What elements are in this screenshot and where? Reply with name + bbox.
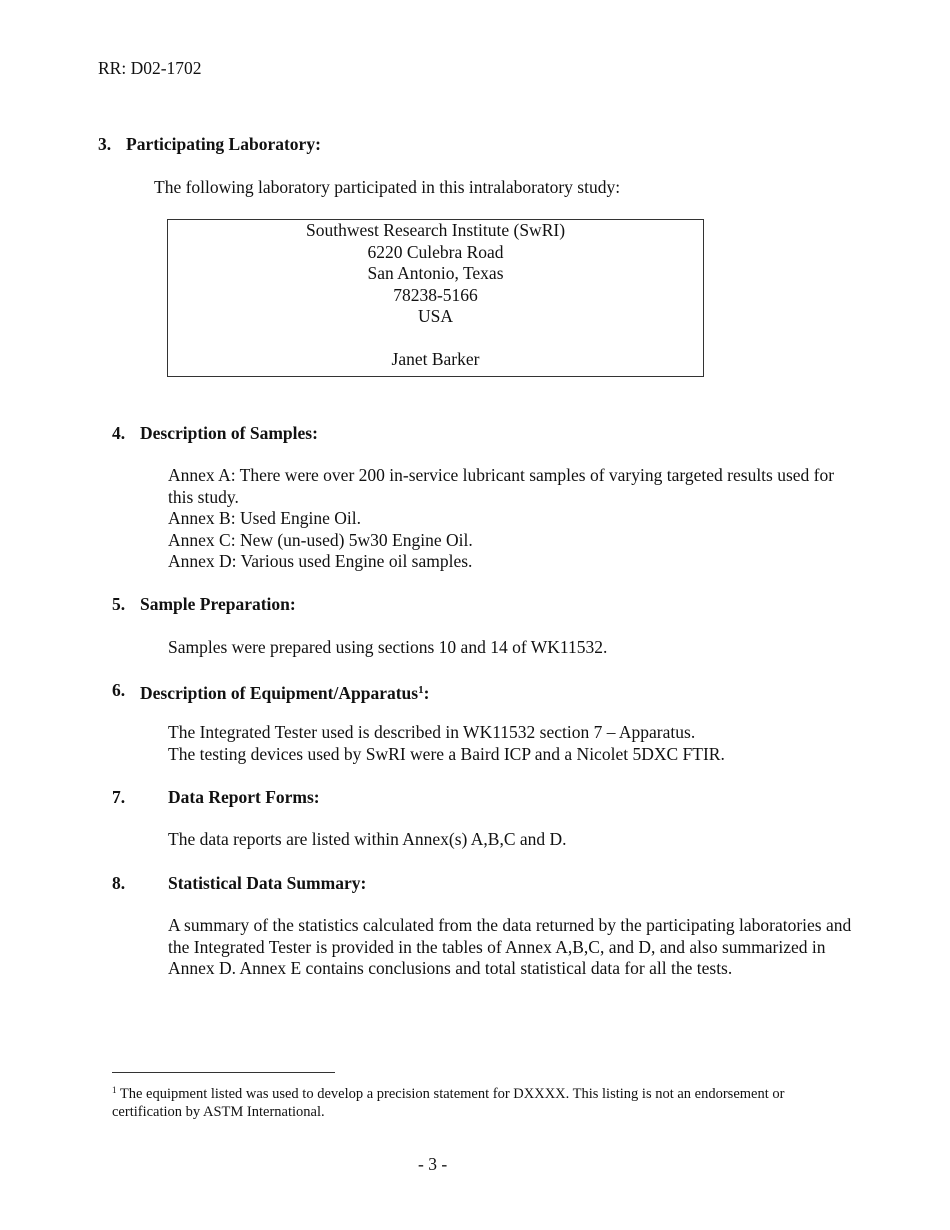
lab-country: USA <box>417 306 453 326</box>
section-4-number: 4. <box>112 423 126 443</box>
lab-zip: 78238-5166 <box>393 284 478 305</box>
footnote-text-line-2: certification by ASTM International. <box>112 1104 325 1120</box>
section-8-line: Annex D. Annex E contains conclusions and total statistical data for all the tests. <box>168 958 733 978</box>
section-6-heading-suffix: : <box>423 683 430 703</box>
footnote-text-line-1: The equipment listed was used to develop a precision statement for DXXXX. This listing is not an endorsement or <box>119 1086 785 1102</box>
section-5-number: 5. <box>112 594 126 614</box>
section-6-heading-wrap <box>140 680 429 705</box>
report-number: RR: D02-1702 <box>98 58 202 78</box>
section-7-text: The data reports are listed within Annex(s) A,B,C and D. <box>168 829 567 849</box>
section-7-number: 7. <box>112 787 126 807</box>
section-8-number: 8. <box>112 873 126 893</box>
section-3-heading: Participating Laboratory: <box>126 134 321 154</box>
page-number: - 3 - <box>418 1154 448 1174</box>
section-4-line: this study. <box>168 486 239 507</box>
section-4-body <box>168 465 834 573</box>
section-6-number: 6. <box>112 680 126 700</box>
lab-street: 6220 Culebra Road <box>367 241 504 262</box>
section-8-line: A summary of the statistics calculated from the data returned by the participating laboratories and <box>168 915 852 935</box>
section-6-line: The Integrated Tester used is described in WK11532 section 7 – Apparatus. <box>168 722 696 742</box>
section-6-body <box>168 722 725 765</box>
footnote-reference: 1 <box>418 684 424 696</box>
section-4-line: Annex B: Used Engine Oil. <box>168 508 361 528</box>
section-4-line: Annex C: New (un-used) 5w30 Engine Oil. <box>168 529 473 550</box>
section-4-line: Annex A: There were over 200 in-service lubricant samples of varying targeted results used for <box>168 465 835 485</box>
laboratory-address-box <box>167 219 704 377</box>
section-4-line: Annex D: Various used Engine oil samples. <box>168 551 473 571</box>
footnote <box>112 1081 784 1121</box>
section-8-line: the Integrated Tester is provided in the tables of Annex A,B,C, and D, and also summarized in <box>168 936 826 957</box>
section-7-heading: Data Report Forms: <box>168 787 320 807</box>
section-3-number: 3. <box>98 134 112 154</box>
footnote-marker: 1 <box>112 1085 117 1095</box>
section-8-heading: Statistical Data Summary: <box>168 873 367 893</box>
footnote-divider <box>112 1072 335 1073</box>
lab-name: Southwest Research Institute (SwRI) <box>305 220 566 240</box>
lab-city: San Antonio, Texas <box>367 263 504 283</box>
section-5-text: Samples were prepared using sections 10 and 14 of WK11532. <box>168 637 608 657</box>
section-6-line: The testing devices used by SwRI were a Baird ICP and a Nicolet 5DXC FTIR. <box>168 743 725 764</box>
section-6-heading: Description of Equipment/Apparatus <box>140 683 419 703</box>
section-5-heading: Sample Preparation: <box>140 594 296 614</box>
lab-contact: Janet Barker <box>391 349 480 369</box>
section-8-body <box>168 915 851 980</box>
footnote-line <box>112 1081 784 1103</box>
section-4-heading: Description of Samples: <box>140 423 318 443</box>
section-3-intro: The following laboratory participated in this intralaboratory study: <box>154 177 621 197</box>
